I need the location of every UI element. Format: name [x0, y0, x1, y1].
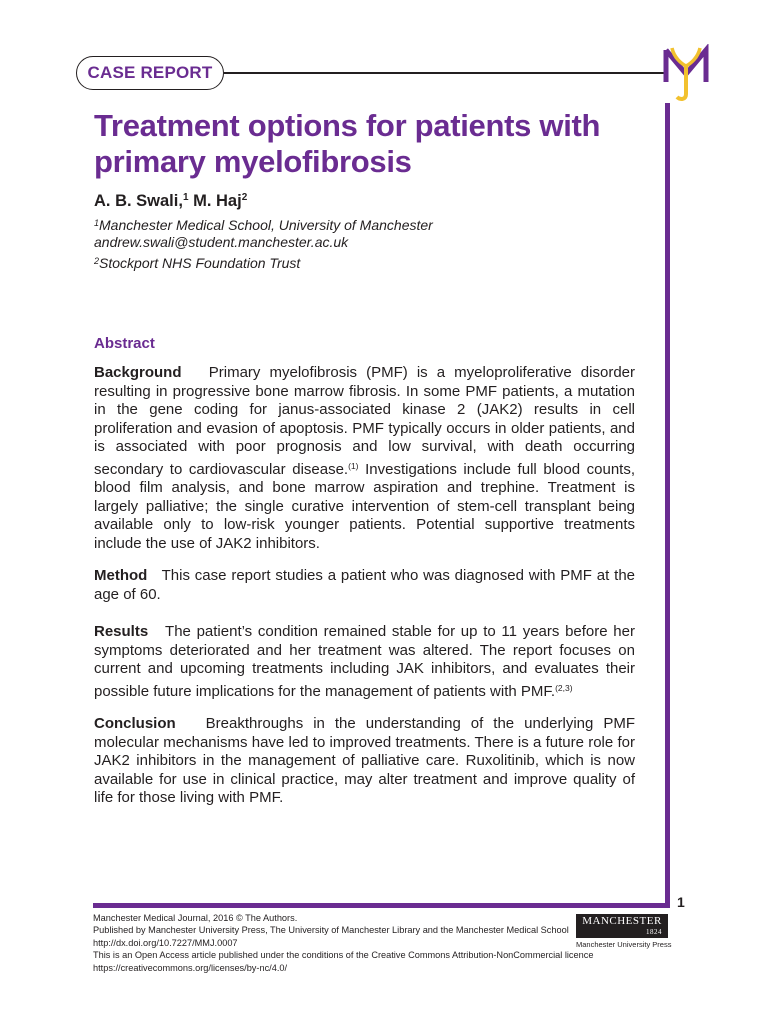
abstract-conclusion: [94, 715, 635, 808]
author-list: [94, 192, 247, 211]
footer-license-link[interactable]: https://creativecommons.org/licenses/by-nc/4.0/: [93, 962, 288, 973]
publisher-logo-name: MANCHESTER: [582, 915, 662, 927]
results-label: Results: [94, 623, 149, 640]
author-1-affil-marker: 1: [182, 192, 189, 203]
accent-horizontal-rule: [93, 903, 670, 908]
badge-label: CASE REPORT: [87, 63, 213, 82]
results-citation: (2,3): [555, 682, 573, 693]
author-email[interactable]: andrew.swali@student.manchester.ac.uk: [94, 234, 349, 250]
journal-logo-icon: [662, 44, 712, 102]
affiliation-1: [94, 214, 433, 234]
abstract-heading: Abstract: [94, 335, 155, 352]
affiliation-1-text: Manchester Medical School, University of Manchester: [99, 217, 433, 233]
background-text-2: Investigations include full blood counts, blood film analysis, and bone marrow aspiration and trephine. Treatment is largely palliative; the single curative intervention of stem-cell transplant being available only to low-risk younger patients. Potential supportive treatments include the use of JAK2 inhibitors.: [94, 460, 635, 552]
abstract-results: [94, 623, 635, 701]
background-label: Background: [94, 364, 182, 381]
author-2-affil-marker: 2: [241, 192, 248, 203]
author-1: A. B. Swali,: [94, 192, 183, 210]
results-text: The patient’s condition remained stable for up to 11 years before her symptoms deteriorated and her treatment was altered. The report focuses on current and upcoming treatments including JAK inhibitors, and evaluates their possible future implications for the management of patients with PMF.: [94, 623, 635, 700]
publisher-logo-year: 1824: [646, 928, 662, 936]
background-citation: (1): [348, 460, 359, 471]
abstract-method: [94, 567, 635, 604]
footer-copyright: Manchester Medical Journal, 2016 © The Authors.: [93, 913, 298, 923]
footer-notes: [93, 912, 593, 974]
page-number: 1: [677, 894, 685, 910]
publisher-logo: [576, 914, 672, 950]
accent-vertical-rule: [665, 103, 670, 908]
method-text: This case report studies a patient who was diagnosed with PMF at the age of 60.: [94, 567, 636, 603]
affiliation-2-marker: 2: [94, 256, 100, 266]
footer-publisher: Published by Manchester University Press, The University of Manchester Library and the Manchester Medical School: [93, 925, 569, 936]
method-label: Method: [94, 567, 148, 584]
background-text-1: Primary myelofibrosis (PMF) is a myeloproliferative disorder resulting in progressive bone marrow fibrosis. In some PMF patients, a mutation in the gene coding for janus-associated kinase 2 (JAK2) results in cell proliferation and evasion of apoptosis. PMF typically occurs in older patients, and is associated with poor prognosis and low survival, with death occurring secondary to cardiovascular disease.: [94, 364, 635, 478]
conclusion-label: Conclusion: [94, 715, 176, 732]
abstract-background: [94, 364, 635, 553]
affiliation-1-marker: 1: [94, 218, 100, 228]
footer-license: This is an Open Access article published under the conditions of the Creative Commons Attribution-NonCommercial licence: [93, 950, 594, 961]
publisher-logo-mark: [576, 914, 668, 938]
conclusion-text: Breakthroughs in the understanding of the underlying PMF molecular mechanisms have led to improved treatments. There is a future role for JAK2 inhibitors in the management of palliative care. Ruxolitinib, which is now available for use in clinical practice, may alter treatment and improve quality of life for those living with PMF.: [94, 715, 635, 806]
publisher-logo-press: Manchester University Press: [576, 940, 672, 949]
author-2: M. Haj: [193, 192, 242, 210]
header-rule: [224, 72, 668, 74]
footer-doi-link[interactable]: http://dx.doi.org/10.7227/MMJ.0007: [93, 937, 238, 948]
article-title: Treatment options for patients with primary myelofibrosis: [94, 108, 601, 179]
affiliation-2-text: Stockport NHS Foundation Trust: [99, 255, 301, 271]
affiliation-2: [94, 252, 300, 272]
article-type-badge: [76, 56, 224, 90]
